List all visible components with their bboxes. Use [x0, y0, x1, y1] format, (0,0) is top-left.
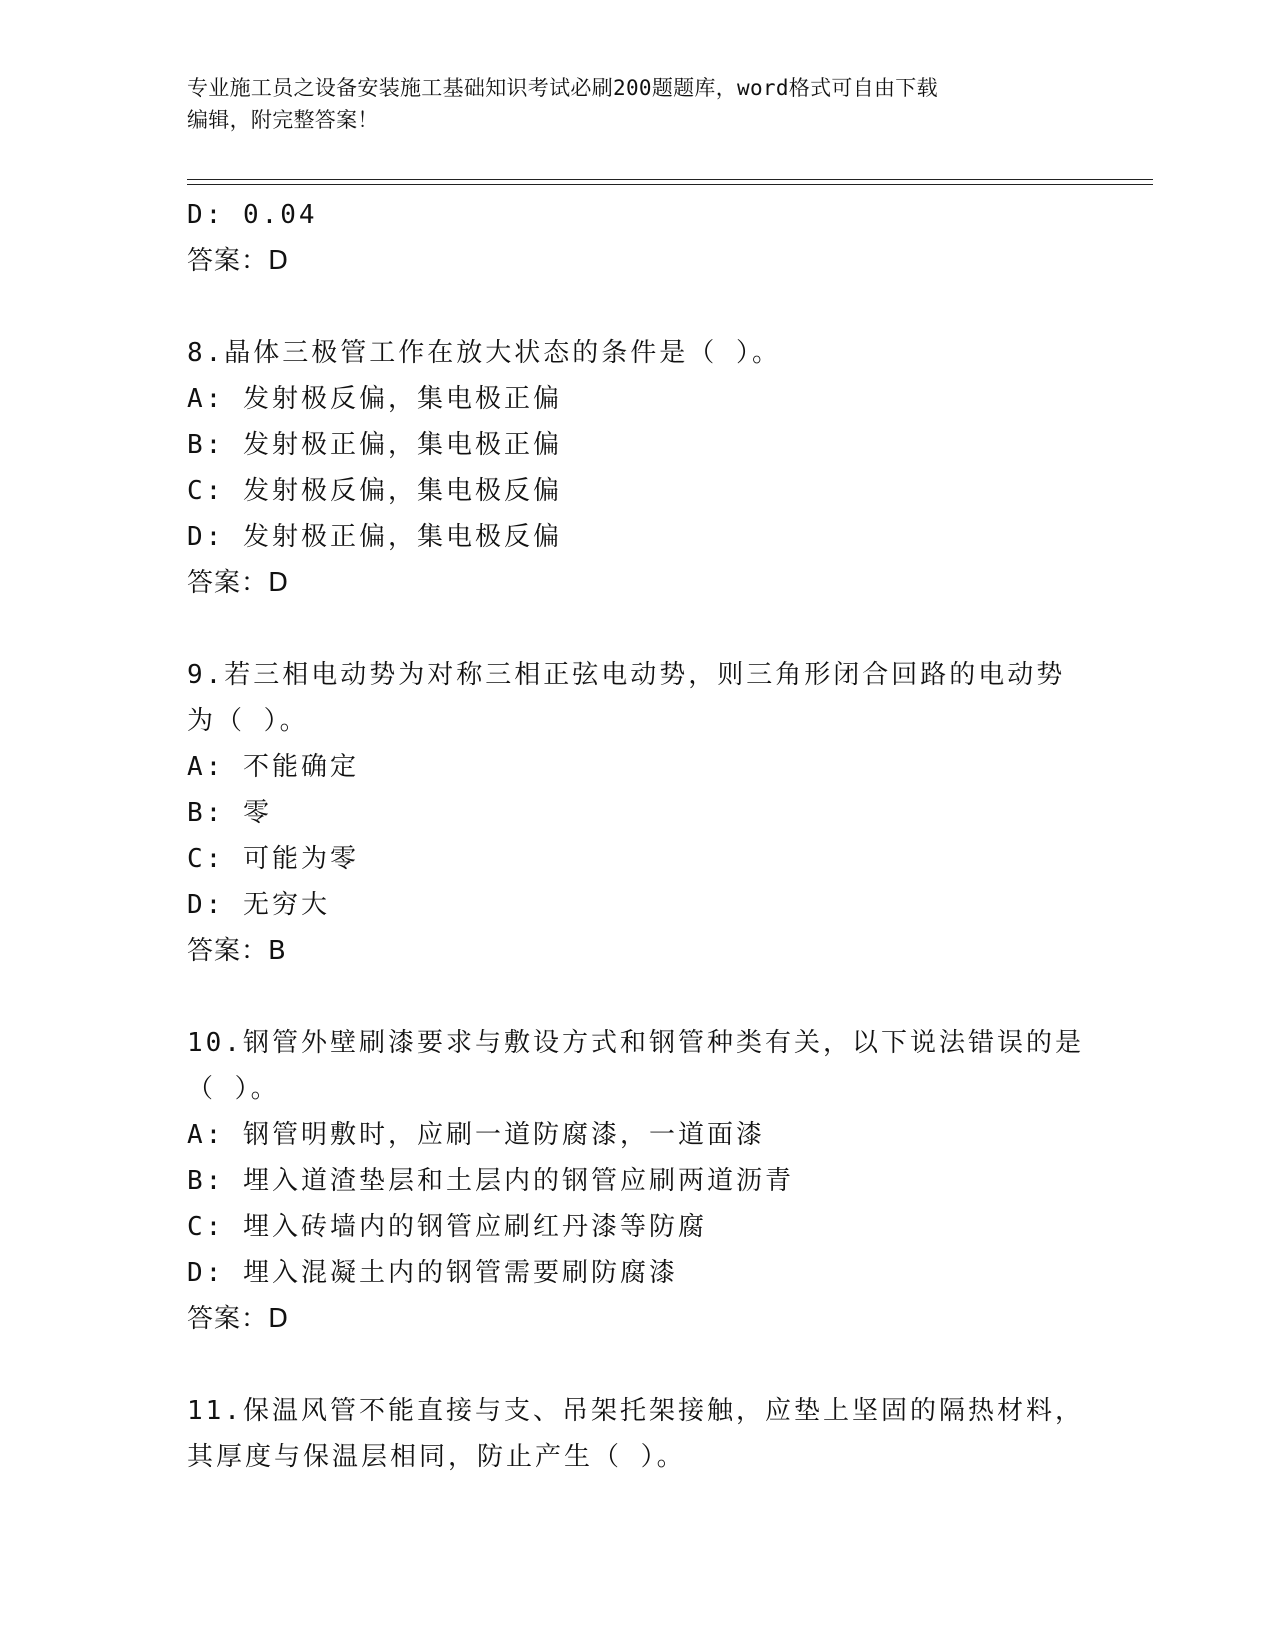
answer: 答案：D [187, 246, 290, 276]
question-stem-continued: 其厚度与保温层相同，防止产生（ ）。 [187, 1442, 686, 1472]
question-10 [187, 1020, 1087, 1342]
option-c: C: 发射极反偏，集电极反偏 [187, 476, 562, 506]
spacer [187, 974, 1087, 1020]
option-c: C: 埋入砖墙内的钢管应刷红丹漆等防腐 [187, 1212, 707, 1242]
option-d: D: 埋入混凝土内的钢管需要刷防腐漆 [187, 1258, 678, 1288]
header-line-1: 专业施工员之设备安装施工基础知识考试必刷200题题库，word格式可自由下载 [187, 76, 938, 100]
option-c: C: 可能为零 [187, 844, 359, 874]
spacer [187, 606, 1087, 652]
header-line-2: 编辑，附完整答案！ [187, 108, 379, 132]
option-d: D: 发射极正偏，集电极反偏 [187, 522, 562, 552]
option-d: D: 无穷大 [187, 890, 330, 920]
question-stem-continued: 为（ ）。 [187, 706, 309, 736]
answer: 答案：D [187, 568, 290, 598]
option-b: B: 埋入道渣垫层和土层内的钢管应刷两道沥青 [187, 1166, 794, 1196]
question-stem: 8.晶体三极管工作在放大状态的条件是（ ）。 [187, 338, 781, 368]
question-list [187, 192, 1087, 1480]
question-11 [187, 1388, 1087, 1480]
option-a: A: 发射极反偏，集电极正偏 [187, 384, 562, 414]
option-b: B: 零 [187, 798, 272, 828]
option-b: B: 发射极正偏，集电极正偏 [187, 430, 562, 460]
question-9 [187, 652, 1087, 974]
answer: 答案：D [187, 1304, 290, 1334]
option-d: D: 0.04 [187, 200, 318, 230]
spacer [187, 284, 1087, 330]
question-stem: 9.若三相电动势为对称三相正弦电动势，则三角形闭合回路的电动势 [187, 660, 1066, 690]
answer: 答案：B [187, 936, 287, 966]
option-a: A: 不能确定 [187, 752, 359, 782]
header-divider-top [187, 179, 1153, 180]
question-7-tail [187, 192, 1087, 284]
spacer [187, 1342, 1087, 1388]
question-stem-continued: （ ）。 [187, 1074, 280, 1104]
document-header [187, 72, 1067, 136]
question-8 [187, 330, 1087, 606]
header-divider-bottom [187, 184, 1153, 185]
question-stem: 10.钢管外壁刷漆要求与敷设方式和钢管种类有关，以下说法错误的是 [187, 1028, 1084, 1058]
question-stem: 11.保温风管不能直接与支、吊架托架接触，应垫上坚固的隔热材料， [187, 1396, 1084, 1426]
option-a: A: 钢管明敷时，应刷一道防腐漆，一道面漆 [187, 1120, 765, 1150]
